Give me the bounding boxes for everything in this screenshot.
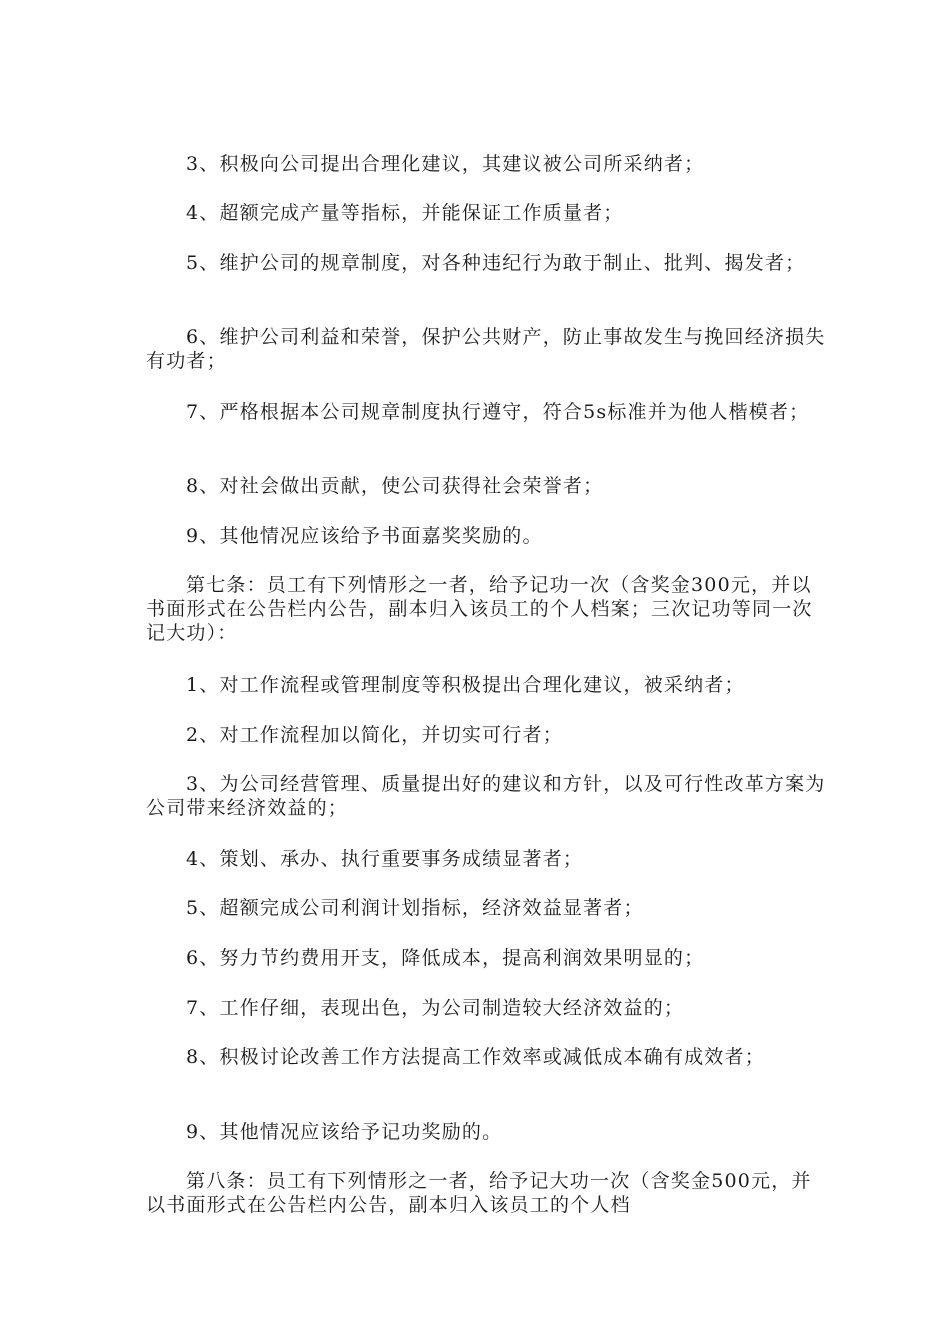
list-item: 4、超额完成产量等指标，并能保证工作质量者；	[186, 202, 624, 224]
list-item: 1、对工作流程或管理制度等积极提出合理化建议，被采纳者；	[186, 674, 745, 696]
list-item: 4、策划、承办、执行重要事务成绩显著者；	[186, 848, 584, 870]
list-item: 8、对社会做出贡献，使公司获得社会荣誉者；	[186, 475, 604, 497]
article-paragraph: 第八条：员工有下列情形之一者，给予记大功一次（含奖金500元，并以书面形式在公告栏内公告，副本归入该员工的个人档	[146, 1170, 812, 1216]
list-item: 8、积极讨论改善工作方法提高工作效率或减低成本确有成效者；	[186, 1046, 765, 1068]
list-item: 5、维护公司的规章制度，对各种违纪行为敢于制止、批判、揭发者；	[186, 252, 806, 274]
list-item: 7、工作仔细，表现出色，为公司制造较大经济效益的；	[186, 997, 685, 1019]
list-item: 2、对工作流程加以简化，并切实可行者；	[186, 724, 563, 746]
article-paragraph: 第七条：员工有下列情形之一者，给予记功一次（含奖金300元，并以书面形式在公告栏内公告，副本归入该员工的个人档案；三次记功等同一次记大功）：	[146, 574, 813, 644]
list-item: 6、维护公司利益和荣誉，保护公共财产，防止事故发生与挽回经济损失有功者；	[146, 326, 826, 372]
list-item: 3、积极向公司提出合理化建议，其建议被公司所采纳者；	[186, 153, 705, 175]
list-item: 3、为公司经营管理、质量提出好的建议和方针，以及可行性改革方案为公司带来经济效益的；	[146, 773, 826, 819]
list-item: 7、严格根据本公司规章制度执行遵守，符合5s标准并为他人楷模者；	[186, 401, 810, 423]
list-item: 5、超额完成公司利润计划指标，经济效益显著者；	[186, 897, 644, 919]
list-item: 9、其他情况应该给予书面嘉奖奖励的。	[186, 525, 543, 547]
list-item: 6、努力节约费用开支，降低成本，提高利润效果明显的；	[186, 947, 705, 969]
list-item: 9、其他情况应该给予记功奖励的。	[186, 1121, 503, 1143]
